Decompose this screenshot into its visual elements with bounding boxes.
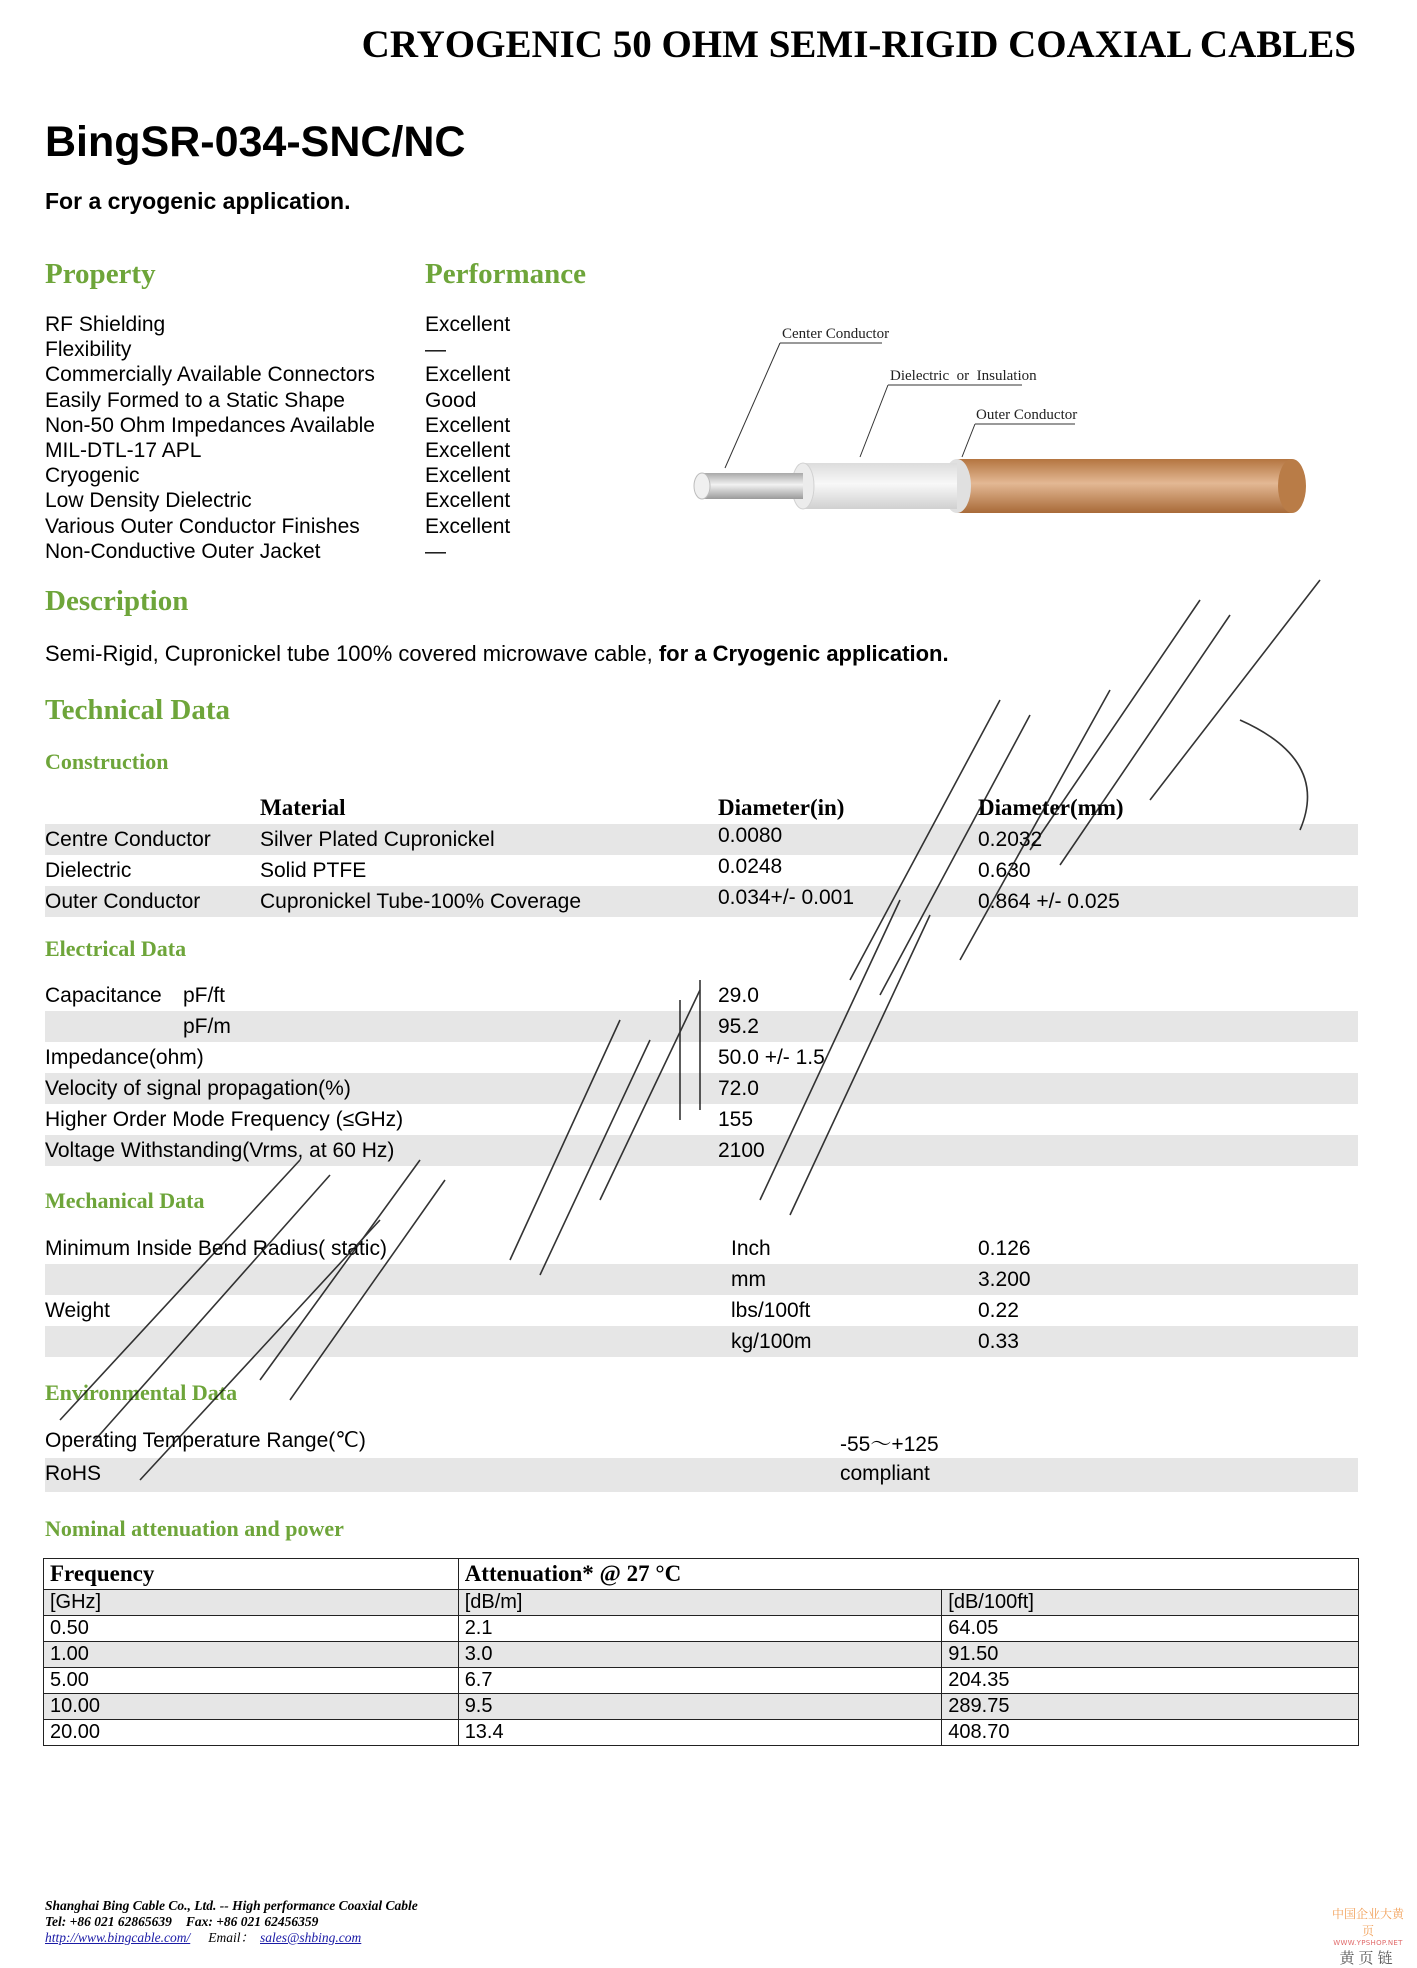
table-row: [45, 1073, 1358, 1104]
mech-value: 0.33: [978, 1330, 1019, 1353]
coax-cable-diagram: [670, 300, 1320, 530]
description-bold: for a Cryogenic application.: [658, 641, 949, 666]
performance-value: Excellent: [425, 464, 511, 488]
table-row: [44, 1616, 1359, 1642]
mech-unit: Inch: [731, 1237, 771, 1260]
label-center-conductor: Center Conductor: [782, 326, 890, 342]
frequency: 20.00: [44, 1720, 459, 1746]
diameter-mm: 0.864 +/- 0.025: [978, 890, 1120, 913]
logo-line-2: WWW.YPSHOP.NET: [1333, 1939, 1403, 1947]
attenuation-db-100ft: 91.50: [942, 1642, 1359, 1668]
table-row: [45, 1264, 1358, 1295]
elec-value: 50.0 +/- 1.5: [718, 1046, 825, 1069]
elec-value: 72.0: [718, 1077, 759, 1100]
table-row: [45, 1135, 1358, 1166]
description-text: [45, 641, 949, 667]
property-list: [45, 312, 375, 564]
leader-line-center: [725, 343, 780, 468]
material: Solid PTFE: [260, 859, 367, 882]
construction-heading: Construction: [45, 749, 169, 774]
attenuation-db-m: 3.0: [458, 1642, 942, 1668]
email-label: Email：: [208, 1930, 254, 1945]
elec-label: Capacitance: [45, 984, 162, 1007]
table-row: [45, 1104, 1358, 1135]
attenuation-db-100ft: 289.75: [942, 1694, 1359, 1720]
table-row: [45, 1295, 1358, 1326]
diameter-in: 0.0080: [718, 824, 783, 847]
performance-value: Excellent: [425, 489, 511, 513]
leader-line-dielectric: [860, 385, 888, 457]
material: Silver Plated Cupronickel: [260, 828, 495, 851]
performance-value: —: [425, 539, 446, 563]
performance-value: Good: [425, 388, 477, 412]
description-heading: Description: [45, 585, 189, 617]
performance-value: Excellent: [425, 439, 511, 463]
footer-company: Shanghai Bing Cable Co., Ltd. -- High performance Coaxial Cable: [45, 1898, 418, 1913]
attenuation-db-100ft: 64.05: [942, 1616, 1359, 1642]
env-value: -55～+125: [840, 1433, 939, 1456]
email-link[interactable]: sales@shbing.com: [260, 1930, 362, 1945]
property-name: Cryogenic: [45, 464, 140, 488]
attenuation-db-m: 13.4: [458, 1720, 942, 1746]
env-label: RoHS: [45, 1462, 102, 1485]
performance-heading: Performance: [425, 258, 587, 290]
property-name: MIL-DTL-17 APL: [45, 439, 202, 463]
property-heading: Property: [45, 258, 156, 290]
footer: [45, 1898, 418, 1946]
mech-unit: kg/100m: [731, 1330, 812, 1353]
attenuation-heading: Nominal attenuation and power: [45, 1516, 344, 1541]
mech-value: 0.126: [978, 1237, 1031, 1260]
outer-conductor-shape: [957, 459, 1292, 513]
label-outer-conductor: Outer Conductor: [976, 407, 1078, 423]
col-diameter-mm: Diameter(mm): [978, 795, 1124, 820]
attenuation-db-m: 9.5: [458, 1694, 942, 1720]
frequency: 1.00: [44, 1642, 459, 1668]
attenuation-db-m: 6.7: [458, 1668, 942, 1694]
footer-fax: Fax: +86 021 62456359: [185, 1914, 319, 1929]
mech-label: Weight: [45, 1299, 110, 1322]
table-row: [45, 1042, 1358, 1073]
elec-label: Impedance(ohm): [45, 1046, 204, 1069]
construction-table: [45, 793, 1358, 917]
attenuation-db-m: 2.1: [458, 1616, 942, 1642]
diameter-in: 0.034+/- 0.001: [718, 886, 855, 909]
outer-conductor-end: [1278, 459, 1306, 513]
property-name: Non-Conductive Outer Jacket: [45, 539, 321, 563]
document-title: CRYOGENIC 50 OHM SEMI-RIGID COAXIAL CABLES: [361, 23, 1356, 66]
footer-tel: Tel: +86 021 62865639: [45, 1914, 172, 1929]
product-name: BingSR-034-SNC/NC: [45, 118, 466, 166]
unit-db-m: [dB/m]: [458, 1590, 942, 1616]
electrical-heading: Electrical Data: [45, 936, 187, 961]
elec-unit: pF/ft: [183, 984, 226, 1007]
property-name: Non-50 Ohm Impedances Available: [45, 413, 375, 437]
performance-value: Excellent: [425, 313, 511, 336]
part: Outer Conductor: [45, 890, 201, 913]
frequency: 0.50: [44, 1616, 459, 1642]
performance-value: Excellent: [425, 413, 511, 437]
diameter-mm: 0.2032: [978, 828, 1043, 851]
table-row: [44, 1642, 1359, 1668]
table-row: [45, 1011, 1358, 1042]
leader-line-outer: [962, 424, 975, 457]
mech-unit: mm: [731, 1268, 766, 1291]
attenuation-table: [43, 1558, 1359, 1746]
website-link[interactable]: http://www.bingcable.com/: [45, 1930, 191, 1945]
construction-header-row: [45, 793, 1358, 824]
elec-label: Higher Order Mode Frequency (≤GHz): [45, 1108, 404, 1131]
center-conductor-face: [694, 473, 710, 499]
center-conductor-shape: [702, 473, 803, 499]
attenuation-db-100ft: 204.35: [942, 1668, 1359, 1694]
frequency: 10.00: [44, 1694, 459, 1720]
elec-label: Velocity of signal propagation(%): [45, 1077, 351, 1100]
performance-list: [425, 312, 510, 564]
property-name: Commercially Available Connectors: [45, 363, 375, 387]
environmental-table: [45, 1424, 1358, 1492]
elec-unit: pF/m: [183, 1015, 231, 1038]
elec-value: 95.2: [718, 1015, 759, 1038]
part: Dielectric: [45, 859, 132, 882]
table-row: [44, 1720, 1359, 1746]
performance-value: —: [425, 338, 446, 362]
electrical-table: [45, 980, 1358, 1166]
table-row: [44, 1694, 1359, 1720]
table-row: [45, 1326, 1358, 1357]
env-label: Operating Temperature Range(℃): [45, 1429, 366, 1452]
property-name: Various Outer Conductor Finishes: [45, 514, 360, 538]
product-subtitle: For a cryogenic application.: [45, 188, 351, 214]
elec-label: Voltage Withstanding(Vrms, at 60 Hz): [45, 1139, 395, 1162]
material: Cupronickel Tube-100% Coverage: [260, 890, 582, 913]
performance-value: Excellent: [425, 363, 511, 387]
property-name: Flexibility: [45, 338, 132, 362]
mech-value: 0.22: [978, 1299, 1019, 1322]
col-diameter-in: Diameter(in): [718, 795, 845, 820]
env-value: compliant: [840, 1462, 930, 1485]
mechanical-table: [45, 1233, 1358, 1357]
mech-unit: lbs/100ft: [731, 1299, 811, 1322]
property-name: Easily Formed to a Static Shape: [45, 388, 345, 412]
mechanical-heading: Mechanical Data: [45, 1188, 205, 1213]
table-row: [45, 1424, 1358, 1458]
environmental-heading: Environmental Data: [45, 1380, 238, 1405]
col-material: Material: [260, 795, 346, 820]
mech-value: 3.200: [978, 1268, 1031, 1291]
col-frequency: Frequency: [44, 1559, 459, 1590]
attenuation-header-row: [44, 1559, 1359, 1590]
diameter-in: 0.0248: [718, 855, 783, 878]
unit-db-100ft: [dB/100ft]: [942, 1590, 1359, 1616]
col-attenuation: Attenuation* @ 27 °C: [458, 1559, 1358, 1590]
table-row: [45, 1458, 1358, 1492]
logo-line-3: 黄页链: [1339, 1949, 1397, 1967]
elec-value: 29.0: [718, 984, 759, 1007]
part: Centre Conductor: [45, 828, 211, 851]
table-row: [45, 886, 1358, 917]
technical-data-heading: Technical Data: [45, 694, 231, 726]
label-dielectric: Dielectric or Insulation: [890, 368, 1037, 384]
attenuation-db-100ft: 408.70: [942, 1720, 1359, 1746]
yellow-pages-logo: [1328, 1905, 1408, 1968]
table-row: [45, 1233, 1358, 1264]
description-regular: Semi-Rigid, Cupronickel tube 100% covered microwave cable,: [45, 641, 659, 666]
unit-ghz: [GHz]: [44, 1590, 459, 1616]
table-row: [45, 824, 1358, 855]
table-row: [45, 980, 1358, 1011]
dielectric-shape: [803, 463, 957, 509]
property-name: Low Density Dielectric: [45, 489, 252, 513]
mech-label: Minimum Inside Bend Radius( static): [45, 1237, 387, 1260]
elec-value: 155: [718, 1108, 754, 1131]
diameter-mm: 0.630: [978, 859, 1031, 882]
performance-value: Excellent: [425, 514, 511, 538]
property-name: RF Shielding: [45, 313, 166, 336]
logo-line-1: 中国企业大黄页: [1331, 1907, 1404, 1938]
table-row: [45, 855, 1358, 886]
elec-value: 2100: [718, 1139, 765, 1162]
frequency: 5.00: [44, 1668, 459, 1694]
attenuation-units-row: [44, 1590, 1359, 1616]
table-row: [44, 1668, 1359, 1694]
